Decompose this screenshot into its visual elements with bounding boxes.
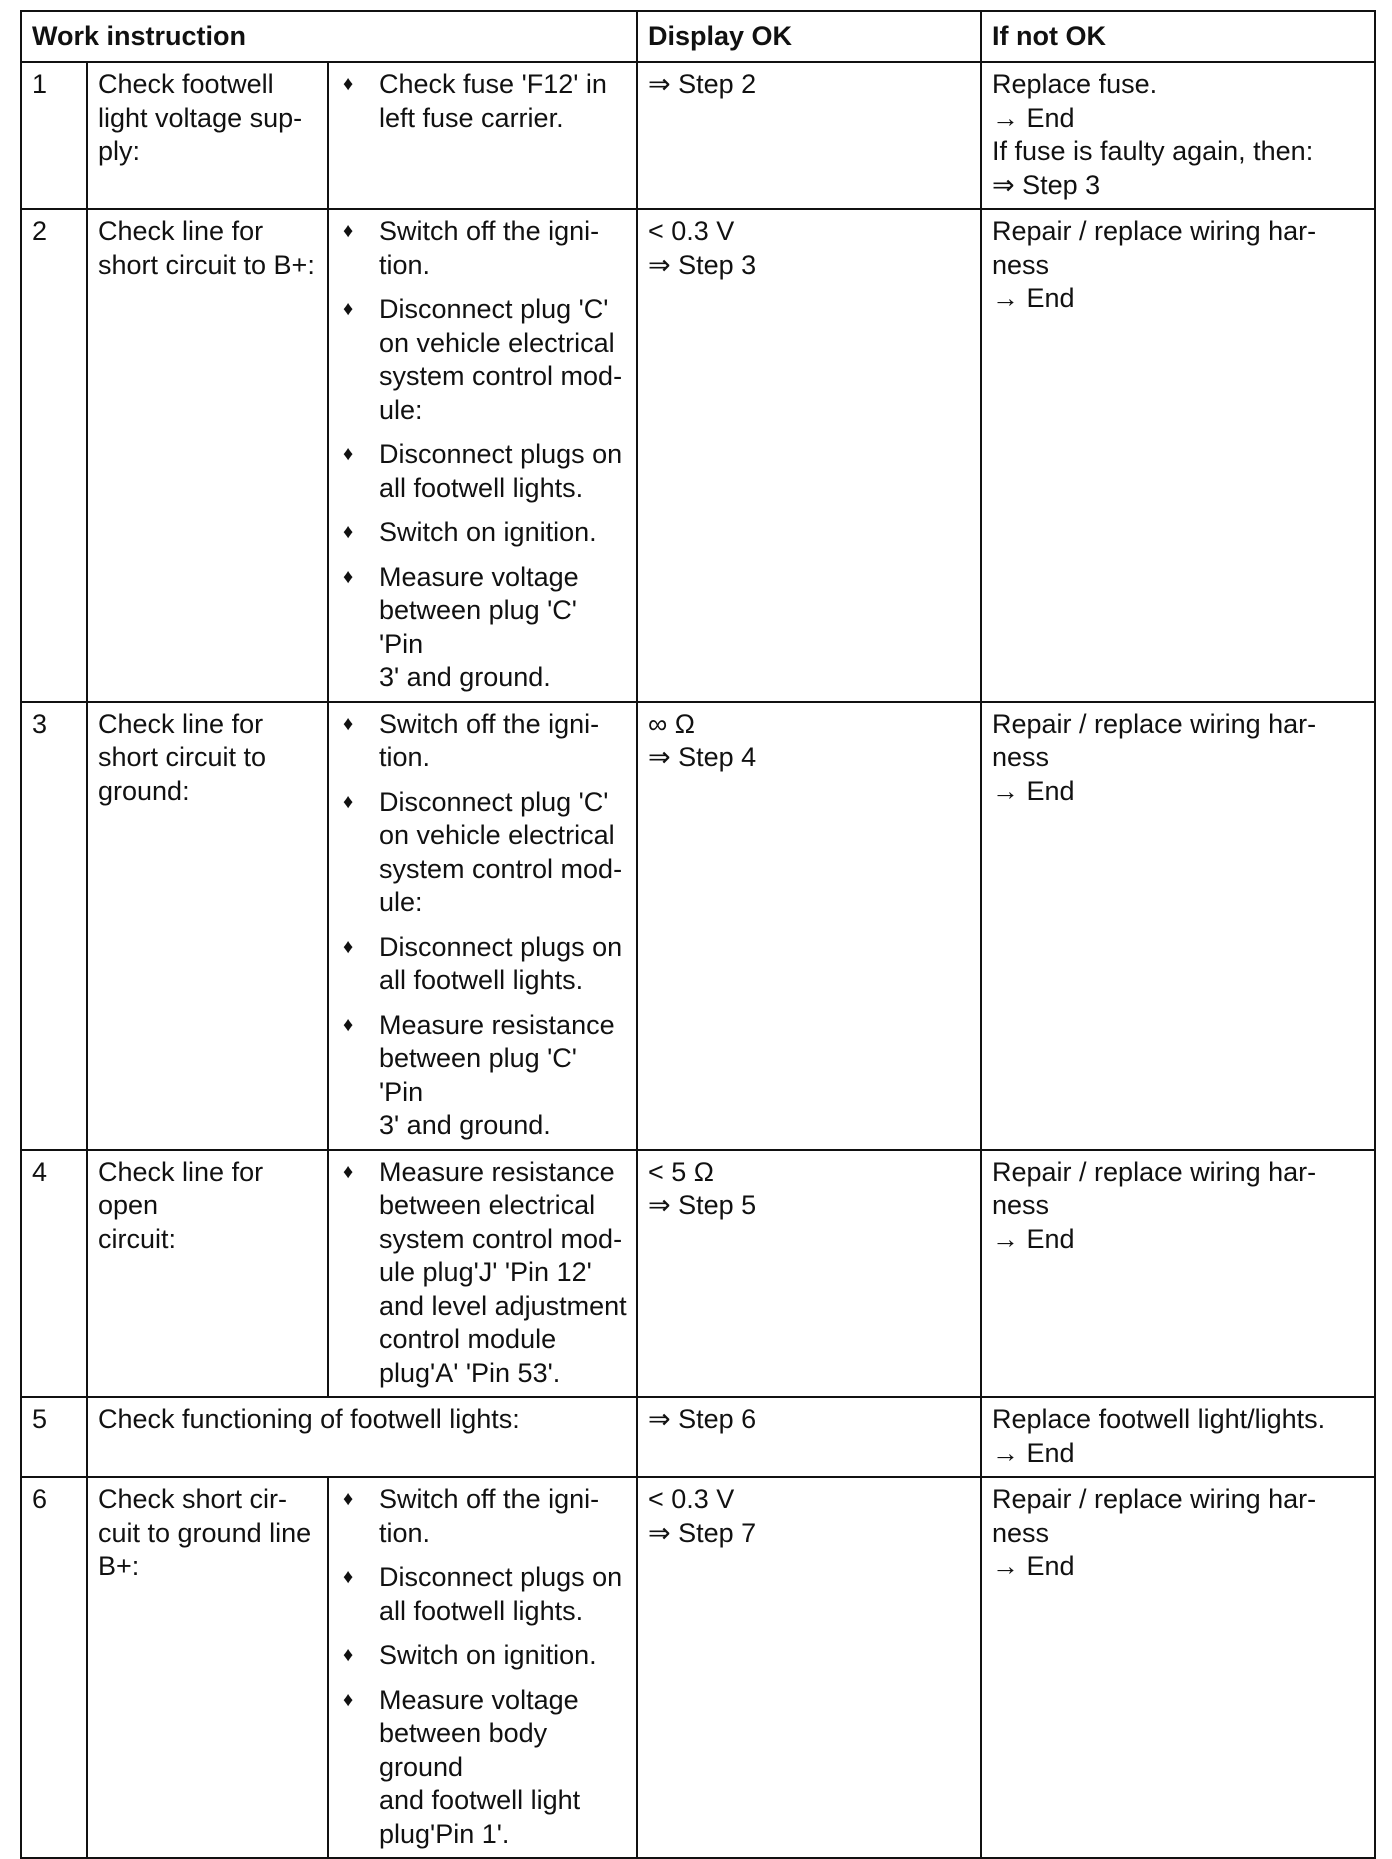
display-ok-line: ⇒ Step 3 — [648, 249, 757, 280]
step-number: 2 — [21, 209, 87, 702]
step-title-line: Check line for open — [98, 1156, 264, 1220]
display-ok-cell — [637, 209, 981, 702]
if-not-ok-line: → End — [992, 283, 1075, 313]
action-line: Check fuse 'F12' in — [379, 69, 607, 99]
step-title-line: Check line for — [98, 216, 264, 246]
action-line: ule: — [379, 887, 423, 917]
display-ok-line: < 5 Ω — [648, 1156, 714, 1187]
step-number: 3 — [21, 702, 87, 1150]
bullet-diamond-icon: ♦ — [343, 1566, 354, 1588]
bullet-diamond-icon: ♦ — [343, 712, 354, 735]
if-not-ok-line: Repair / replace wiring har- — [992, 1484, 1317, 1514]
step-title — [87, 1150, 328, 1398]
action-line: Disconnect plugs on — [379, 931, 623, 962]
action-line: Switch off the igni- — [379, 1484, 600, 1514]
bullet-diamond-icon: ♦ — [343, 521, 354, 543]
table-body — [21, 62, 1375, 1858]
if-not-ok-line: ness — [992, 1190, 1050, 1220]
if-not-ok-line: Repair / replace wiring har- — [992, 1156, 1317, 1187]
display-ok-line: ⇒ Step 4 — [648, 742, 757, 772]
step-title-line: Check short cir- — [98, 1484, 288, 1514]
action-line: plug'A' 'Pin 53'. — [379, 1357, 561, 1388]
action-item — [339, 1639, 628, 1673]
step-title-line: light voltage sup- — [98, 102, 303, 133]
display-ok-line: ⇒ Step 2 — [648, 69, 757, 99]
if-not-ok-line: Repair / replace wiring har- — [992, 216, 1317, 246]
table-row — [21, 1477, 1375, 1858]
action-item — [339, 68, 628, 135]
step-number: 4 — [21, 1150, 87, 1398]
if-not-ok-cell — [981, 62, 1375, 209]
step-number: 6 — [21, 1477, 87, 1858]
if-not-ok-line: → End — [992, 102, 1075, 133]
action-line: system control mod- — [379, 853, 623, 884]
if-not-ok-line: → End — [992, 1437, 1075, 1468]
table-row — [21, 62, 1375, 209]
action-line: Disconnect plug 'C' — [379, 294, 609, 324]
action-item — [339, 293, 628, 427]
action-item — [339, 786, 628, 920]
action-line: control module — [379, 1324, 557, 1354]
if-not-ok-line: ness — [992, 1517, 1050, 1548]
display-ok-line: < 0.3 V — [648, 1484, 735, 1514]
bullet-diamond-icon: ♦ — [343, 565, 354, 588]
if-not-ok-line: Repair / replace wiring har- — [992, 708, 1317, 739]
action-item — [339, 215, 628, 282]
step-title-line: cuit to ground line — [98, 1517, 312, 1548]
action-item — [339, 1156, 628, 1391]
header-display-ok: Display OK — [637, 11, 981, 62]
bullet-diamond-icon: ♦ — [343, 73, 354, 95]
action-line: Measure resistance — [379, 1156, 615, 1187]
action-item — [339, 516, 628, 550]
action-line: ule: — [379, 394, 423, 425]
action-line: all footwell lights. — [379, 965, 584, 995]
bullet-diamond-icon: ♦ — [343, 1644, 354, 1666]
table-row — [21, 702, 1375, 1150]
action-line: between plug 'C' 'Pin — [379, 1043, 577, 1107]
step-number: 1 — [21, 62, 87, 209]
display-ok-line: ⇒ Step 7 — [648, 1517, 757, 1548]
step-title-line: Check footwell — [98, 69, 274, 99]
step-title-line: ply: — [98, 136, 141, 166]
action-line: left fuse carrier. — [379, 102, 564, 133]
action-item — [339, 931, 628, 998]
if-not-ok-cell — [981, 209, 1375, 702]
action-line: tion. — [379, 1517, 431, 1548]
step-title-line: circuit: — [98, 1223, 177, 1254]
action-line: Switch off the igni- — [379, 216, 600, 246]
bullet-diamond-icon: ♦ — [343, 1688, 354, 1711]
step-actions — [328, 1477, 637, 1858]
action-line: all footwell lights. — [379, 1595, 584, 1626]
action-item — [339, 1009, 628, 1143]
header-row — [21, 11, 1375, 62]
step-title-line: short circuit to — [98, 742, 267, 772]
action-line: all footwell lights. — [379, 472, 584, 503]
action-item — [339, 1483, 628, 1550]
action-item — [339, 708, 628, 775]
bullet-diamond-icon: ♦ — [343, 935, 354, 958]
action-item — [339, 1684, 628, 1852]
action-line: Measure voltage — [379, 561, 579, 592]
action-item — [339, 438, 628, 505]
action-line: plug'Pin 1'. — [379, 1818, 510, 1849]
step-actions — [328, 702, 637, 1150]
if-not-ok-line: ness — [992, 742, 1050, 772]
action-line: between electrical — [379, 1190, 596, 1220]
if-not-ok-line: ness — [992, 249, 1050, 280]
action-line: 3' and ground. — [379, 1110, 551, 1140]
action-line: system control mod- — [379, 1223, 623, 1254]
table-row — [21, 1397, 1375, 1477]
display-ok-cell — [637, 1150, 981, 1398]
step-title — [87, 1477, 328, 1858]
display-ok-line: ⇒ Step 5 — [648, 1190, 757, 1220]
action-line: on vehicle electrical — [379, 820, 615, 850]
display-ok-cell — [637, 62, 981, 209]
action-item — [339, 561, 628, 695]
action-line: ule plug'J' 'Pin 12' — [379, 1257, 592, 1287]
action-line: between body ground — [379, 1718, 548, 1782]
bullet-diamond-icon: ♦ — [343, 298, 354, 320]
step-actions — [328, 62, 637, 209]
action-line: tion. — [379, 249, 431, 280]
if-not-ok-cell — [981, 1397, 1375, 1477]
if-not-ok-line: Replace fuse. — [992, 69, 1158, 99]
bullet-diamond-icon: ♦ — [343, 220, 354, 242]
bullet-diamond-icon: ♦ — [343, 790, 354, 813]
if-not-ok-cell — [981, 1477, 1375, 1858]
action-line: Disconnect plugs on — [379, 1562, 623, 1592]
step-actions — [328, 209, 637, 702]
display-ok-line: ∞ Ω — [648, 708, 695, 739]
action-line: between plug 'C' 'Pin — [379, 595, 577, 659]
header-if-not-ok: If not OK — [981, 11, 1375, 62]
bullet-diamond-icon: ♦ — [343, 1013, 354, 1036]
if-not-ok-cell — [981, 702, 1375, 1150]
bullet-diamond-icon: ♦ — [343, 1160, 354, 1183]
action-line: Measure voltage — [379, 1684, 579, 1715]
if-not-ok-cell — [981, 1150, 1375, 1398]
step-title — [87, 1397, 637, 1477]
header-work-instruction: Work instruction — [21, 11, 637, 62]
action-line: system control mod- — [379, 361, 623, 391]
if-not-ok-line: If fuse is faulty again, then: — [992, 136, 1314, 166]
step-title-line: Check functioning of footwell lights: — [98, 1404, 520, 1434]
step-title — [87, 209, 328, 702]
bullet-diamond-icon: ♦ — [343, 1488, 354, 1510]
if-not-ok-line: ⇒ Step 3 — [992, 169, 1101, 200]
bullet-diamond-icon: ♦ — [343, 443, 354, 465]
display-ok-cell — [637, 1477, 981, 1858]
display-ok-cell — [637, 1397, 981, 1477]
step-actions — [328, 1150, 637, 1398]
if-not-ok-line: → End — [992, 775, 1075, 806]
action-line: on vehicle electrical — [379, 327, 615, 358]
display-ok-line: < 0.3 V — [648, 216, 735, 246]
step-title-line: short circuit to B+: — [98, 249, 315, 280]
step-title — [87, 62, 328, 209]
display-ok-cell — [637, 702, 981, 1150]
step-title-line: ground: — [98, 775, 190, 806]
action-line: tion. — [379, 742, 431, 772]
action-line: 3' and ground. — [379, 662, 551, 692]
step-number: 5 — [21, 1397, 87, 1477]
work-instruction-table — [20, 10, 1376, 1859]
action-line: and footwell light — [379, 1785, 581, 1815]
action-line: and level adjustment — [379, 1290, 627, 1321]
action-line: Switch on ignition. — [379, 517, 597, 547]
action-line: Switch off the igni- — [379, 708, 600, 739]
step-title — [87, 702, 328, 1150]
if-not-ok-line: → End — [992, 1223, 1075, 1254]
step-title-line: Check line for — [98, 708, 264, 739]
if-not-ok-line: → End — [992, 1551, 1075, 1581]
action-line: Disconnect plug 'C' — [379, 786, 609, 817]
if-not-ok-line: Replace footwell light/lights. — [992, 1404, 1326, 1434]
action-line: Measure resistance — [379, 1009, 615, 1040]
table-row — [21, 1150, 1375, 1398]
table-row — [21, 209, 1375, 702]
action-line: Disconnect plugs on — [379, 439, 623, 469]
step-title-line: B+: — [98, 1551, 140, 1581]
action-item — [339, 1561, 628, 1628]
display-ok-line: ⇒ Step 6 — [648, 1404, 757, 1434]
action-line: Switch on ignition. — [379, 1640, 597, 1670]
